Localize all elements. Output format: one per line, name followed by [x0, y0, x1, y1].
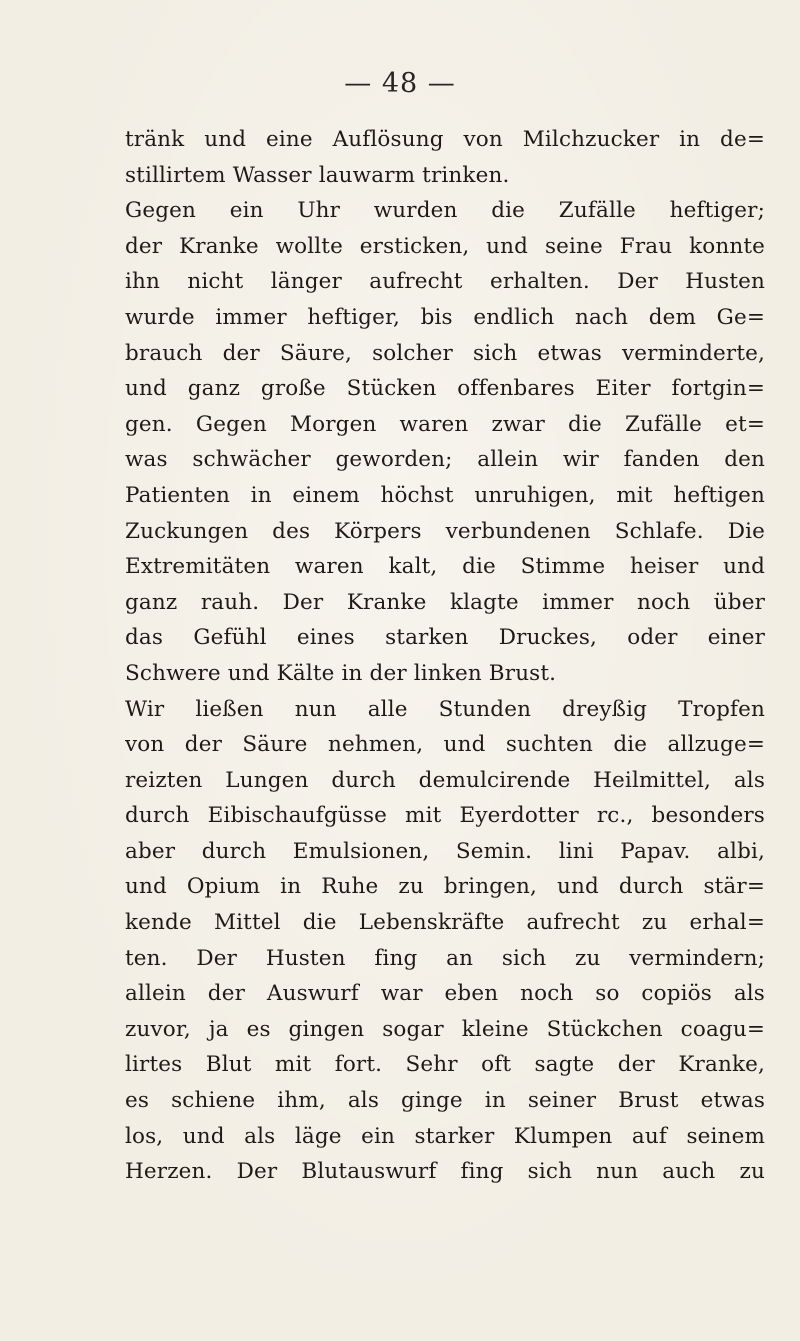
- text-line: es schiene ihm, als ginge in seiner Brust etwas: [125, 1088, 765, 1114]
- text-line: Wir ließen nun alle Stunden dreyßig Tropfen: [125, 696, 765, 722]
- text-line: brauch der Säure, solcher sich etwas verminderte,: [125, 340, 765, 366]
- text-line: lirtes Blut mit fort. Sehr oft sagte der Kranke,: [125, 1052, 765, 1078]
- text-line: gen. Gegen Morgen waren zwar die Zufälle et=: [125, 411, 765, 437]
- text-line: ten. Der Husten fing an sich zu vermindern;: [125, 945, 765, 971]
- text-line: Zuckungen des Körpers verbundenen Schlafe. Die: [125, 518, 765, 544]
- text-line: und Opium in Ruhe zu bringen, und durch stär=: [125, 874, 765, 900]
- text-line: wurde immer heftiger, bis endlich nach dem Ge=: [125, 304, 765, 330]
- text-line: Herzen. Der Blutauswurf fing sich nun auch zu: [125, 1159, 765, 1185]
- text-line: Schwere und Kälte in der linken Brust.: [125, 660, 557, 686]
- text-line: aber durch Emulsionen, Semin. lini Papav. albi,: [125, 838, 765, 864]
- text-line: reizten Lungen durch demulcirende Heilmittel, als: [125, 767, 765, 793]
- text-line: kende Mittel die Lebenskräfte aufrecht zu erhal=: [125, 910, 765, 936]
- text-line: allein der Auswurf war eben noch so copiös als: [125, 981, 765, 1007]
- text-line: von der Säure nehmen, und suchten die allzuge=: [125, 732, 765, 758]
- text-line: Gegen ein Uhr wurden die Zufälle heftiger;: [125, 198, 765, 224]
- text-line: das Gefühl eines starken Druckes, oder einer: [125, 625, 765, 651]
- body-text: [125, 122, 765, 1190]
- page-number: — 48 —: [344, 68, 456, 99]
- text-line: stillirtem Wasser lauwarm trinken.: [125, 162, 510, 188]
- text-line: ganz rauh. Der Kranke klagte immer noch über: [125, 589, 765, 615]
- text-line: und ganz große Stücken offenbares Eiter fortgin=: [125, 376, 765, 402]
- text-line: durch Eibischaufgüsse mit Eyerdotter rc., besonders: [125, 803, 765, 829]
- text-line: Extremitäten waren kalt, die Stimme heiser und: [125, 554, 765, 580]
- text-line: tränk und eine Auflösung von Milchzucker in de=: [125, 127, 765, 152]
- text-line: Patienten in einem höchst unruhigen, mit heftigen: [125, 482, 765, 508]
- text-line: los, und als läge ein starker Klumpen auf seinem: [125, 1123, 765, 1149]
- text-line: der Kranke wollte ersticken, und seine Frau konnte: [125, 233, 765, 259]
- text-line: zuvor, ja es gingen sogar kleine Stückchen coagu=: [125, 1016, 765, 1042]
- text-line: was schwächer geworden; allein wir fanden den: [125, 447, 765, 473]
- text-line: ihn nicht länger aufrecht erhalten. Der Husten: [125, 269, 765, 295]
